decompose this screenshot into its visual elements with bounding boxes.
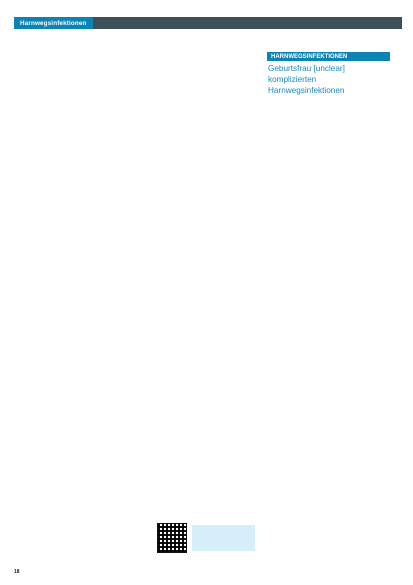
- text-column-1: [23, 49, 135, 551]
- top-header-bar: [14, 17, 402, 29]
- footer: [14, 567, 402, 576]
- text-column-2: [147, 49, 259, 497]
- page-number: 18: [14, 568, 20, 575]
- sidebox-title: Geburtsfrau [unclear] komplizierten Harnwegsinfektionen: [268, 64, 345, 95]
- qr-caption: [192, 525, 255, 551]
- qr-block[interactable]: [157, 518, 261, 558]
- section-tag: Harnwegsinfektionen: [14, 17, 93, 29]
- qr-code-icon[interactable]: [157, 523, 187, 553]
- text-column-3: [267, 128, 390, 552]
- sidebox-heading: HARNWEGSINFEKTIONEN: [267, 52, 390, 61]
